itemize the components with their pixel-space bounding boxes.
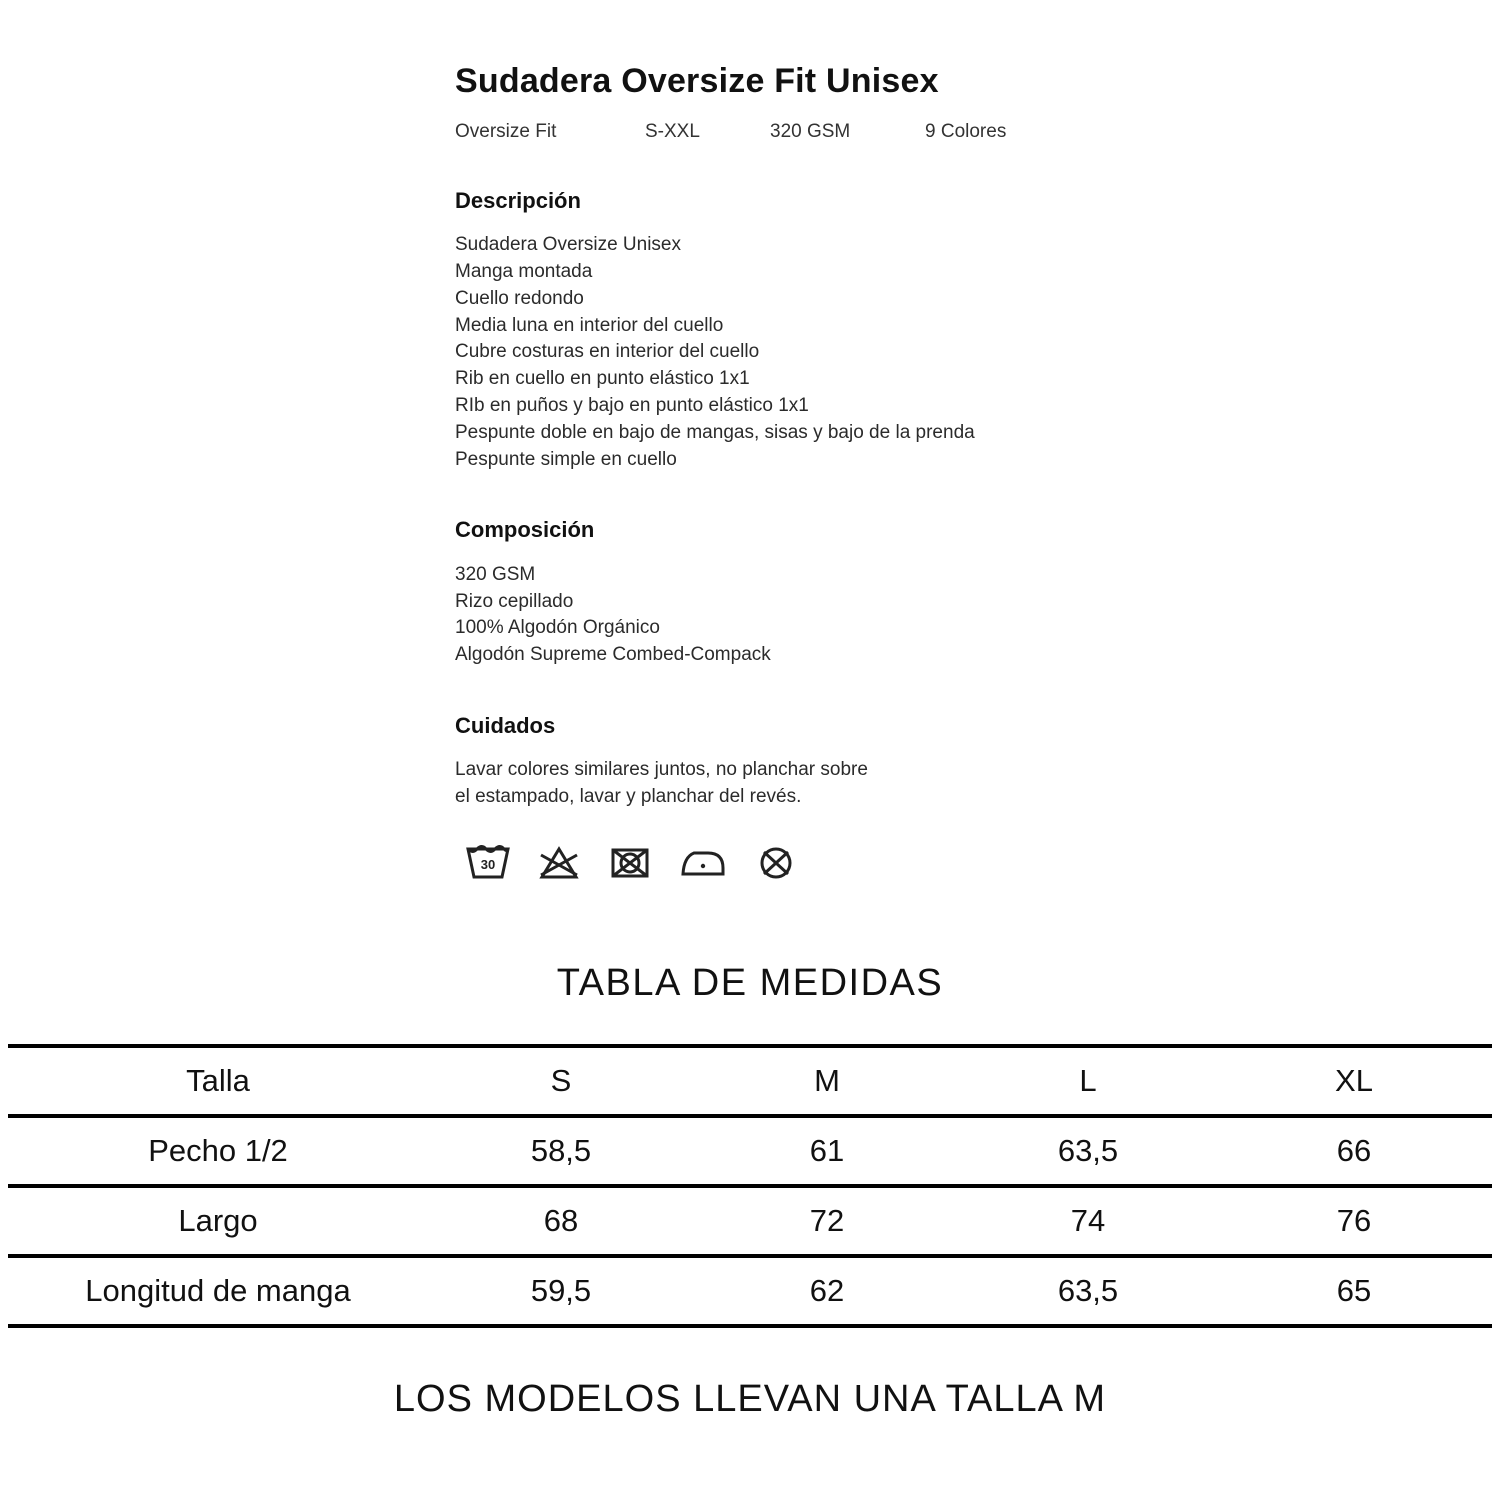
do-not-bleach-icon — [536, 843, 582, 883]
table-column-header-m: M — [694, 1046, 960, 1116]
table-column-header-s: S — [428, 1046, 694, 1116]
table-cell: 63,5 — [960, 1256, 1216, 1326]
product-info-block — [455, 62, 1455, 883]
product-attribute-colors: 9 Colores — [925, 121, 1007, 143]
description-line: Pespunte doble en bajo de mangas, sisas y bajo de la prenda — [455, 421, 975, 443]
composition-line: Rizo cepillado — [455, 590, 574, 612]
measurements-heading: TABLA DE MEDIDAS — [556, 962, 944, 1004]
composition-line: 320 GSM — [455, 563, 536, 585]
table-row — [8, 1116, 1492, 1186]
composition-list — [455, 562, 1455, 669]
do-not-tumble-dry-icon — [607, 843, 653, 883]
description-line: Pespunte simple en cuello — [455, 448, 677, 470]
table-column-header-l: L — [960, 1046, 1216, 1116]
table-cell: 66 — [1216, 1116, 1492, 1186]
product-attribute-sizes: S-XXL — [645, 121, 700, 143]
footer-note: LOS MODELOS LLEVAN UNA TALLA M — [393, 1378, 1107, 1420]
care-line: Lavar colores similares juntos, no planchar sobre — [455, 759, 868, 781]
description-line: Cubre costuras en interior del cuello — [455, 341, 760, 363]
table-cell: 58,5 — [428, 1116, 694, 1186]
product-attribute-fit: Oversize Fit — [455, 121, 557, 143]
description-line: Media luna en interior del cuello — [455, 314, 724, 336]
description-line: Manga montada — [455, 261, 593, 283]
table-header-row — [8, 1046, 1492, 1116]
iron-low-heat-icon — [678, 843, 728, 883]
product-attribute-weight: 320 GSM — [770, 121, 851, 143]
do-not-dry-clean-icon — [753, 843, 799, 883]
composition-heading: Composición — [455, 517, 595, 543]
table-row — [8, 1256, 1492, 1326]
composition-line: Algodón Supreme Combed-Compack — [455, 644, 771, 666]
description-line: RIb en puños y bajo en punto elástico 1x1 — [455, 395, 809, 417]
table-cell: 74 — [960, 1186, 1216, 1256]
table-row-label: Largo — [8, 1186, 428, 1256]
table-row-label: Longitud de manga — [8, 1256, 428, 1326]
composition-line: 100% Algodón Orgánico — [455, 617, 660, 639]
page-title: Sudadera Oversize Fit Unisex — [455, 62, 939, 100]
table-row-label: Pecho 1/2 — [8, 1116, 428, 1186]
care-line: el estampado, lavar y planchar del revés. — [455, 786, 802, 808]
table-cell: 68 — [428, 1186, 694, 1256]
table-cell: 62 — [694, 1256, 960, 1326]
description-section — [455, 188, 1455, 474]
care-text — [455, 757, 1455, 811]
product-attributes — [455, 121, 1455, 144]
composition-section — [455, 517, 1455, 669]
table-column-header-talla: Talla — [8, 1046, 428, 1116]
care-section — [455, 713, 1455, 883]
care-heading: Cuidados — [455, 713, 556, 739]
description-line: Cuello redondo — [455, 287, 584, 309]
table-cell: 61 — [694, 1116, 960, 1186]
table-column-header-xl: XL — [1216, 1046, 1492, 1116]
table-row — [8, 1186, 1492, 1256]
table-cell: 63,5 — [960, 1116, 1216, 1186]
wash-30-icon — [465, 843, 511, 883]
description-list — [455, 232, 1455, 473]
care-symbols-row — [465, 843, 1455, 883]
description-heading: Descripción — [455, 187, 581, 213]
table-cell: 76 — [1216, 1186, 1492, 1256]
svg-text:30: 30 — [480, 857, 496, 873]
table-cell: 72 — [694, 1186, 960, 1256]
table-cell: 65 — [1216, 1256, 1492, 1326]
description-line: Rib en cuello en punto elástico 1x1 — [455, 368, 750, 390]
measurements-table — [8, 1044, 1492, 1328]
table-cell: 59,5 — [428, 1256, 694, 1326]
description-line: Sudadera Oversize Unisex — [455, 234, 681, 256]
